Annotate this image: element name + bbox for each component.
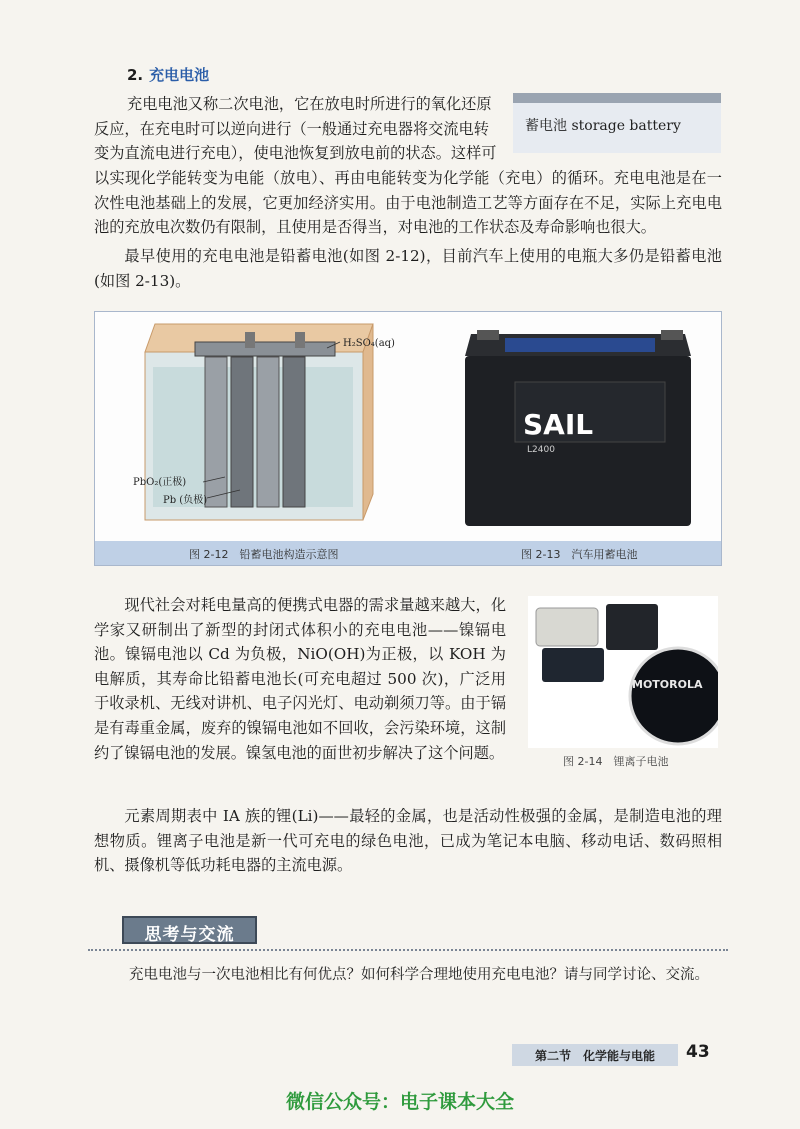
car-battery-terminal-left — [477, 330, 499, 340]
brand-logo: SAIL — [523, 408, 594, 441]
think-title: 思考与交流 — [144, 925, 235, 945]
section-heading — [127, 64, 209, 85]
plate-3 — [257, 357, 279, 507]
plate-1 — [205, 357, 227, 507]
fig-2-13-caption: 图 2-13 汽车用蓄电池 — [521, 548, 638, 561]
plate-2 — [231, 357, 253, 507]
label-pbo2: PbO₂(正极) — [133, 477, 187, 488]
think-discuss-heading — [122, 916, 257, 944]
battery-illustrations — [95, 312, 721, 542]
lithium-battery-photo — [528, 596, 718, 748]
battery-model: L2400 — [527, 445, 555, 455]
terminal-1 — [245, 332, 255, 348]
magnifier-circle — [630, 648, 718, 744]
figure-caption-bar — [95, 541, 721, 565]
car-battery-terminal-right — [661, 330, 683, 340]
chapter-title: 第二节 化学能与电能 — [534, 1049, 655, 1063]
paragraph-1-head — [94, 92, 505, 166]
paragraph-1-rest: 以实现化学能转变为电能（放电）、再由电能转变为化学能（充电）的循环。充电电池是在一次性电池基础上的发展，它更加经济实用。由于电池制造工艺等方面存在不足，实际上充电电池的充放电次数仍有限制，且使用是否得当，对电池的工作状态及寿命影响也很大。 — [94, 169, 722, 237]
car-battery-indicator — [505, 338, 655, 352]
chapter-tab — [512, 1044, 678, 1066]
section-number: 2. — [127, 66, 144, 84]
p1-line-1: 充电电池又称二次电池，它在放电时所进行的氧化还原 — [127, 95, 492, 113]
fig-2-12-caption: 图 2-12 铅蓄电池构造示意图 — [189, 548, 339, 561]
term-text: 蓄电池 storage battery — [525, 118, 681, 134]
term-sidebar — [513, 93, 721, 153]
discussion-question: 充电电池与一次电池相比有何优点？如何科学合理地使用充电电池？请与同学讨论、交流。 — [129, 967, 709, 983]
paragraph-2: 最早使用的充电电池是铅蓄电池(如图 2-12)，目前汽车上使用的电瓶大多仍是铅蓄电池(如图 2-13)。 — [94, 247, 722, 290]
plate-4 — [283, 357, 305, 507]
label-pb: Pb (负极) — [163, 495, 208, 506]
phone-brand: MOTOROLA — [632, 678, 703, 691]
top-bar — [195, 342, 335, 356]
fig-2-14-caption: 图 2-14 锂离子电池 — [563, 755, 669, 768]
p1-line-3: 变为直流电进行充电），使电池恢复到放电前的状态。这样可 — [94, 144, 497, 163]
battery-pack-2 — [542, 648, 604, 682]
page-number: 43 — [686, 1042, 710, 1062]
label-h2so4: H₂SO₄(aq) — [343, 338, 395, 349]
term-sidebar-bar — [513, 93, 721, 103]
section-title: 充电电池 — [149, 66, 210, 84]
terminal-2 — [295, 332, 305, 348]
paragraph-4: 元素周期表中 IA 族的锂(Li)——最轻的金属，也是活动性极强的金属，是制造电池的理想物质。锂离子电池是新一代可充电的绿色电池，已成为笔记本电脑、移动电话、数码照相机、摄像机等低功耗电器的主流电源。 — [94, 807, 722, 875]
lead-acid-diagram — [145, 324, 373, 520]
battery-pack-3 — [606, 604, 658, 650]
figure-panel-batteries — [94, 311, 722, 566]
battery-pack-1 — [536, 608, 598, 646]
case-side — [363, 324, 373, 520]
dotted-divider — [88, 949, 728, 951]
paragraph-3: 现代社会对耗电量高的便携式电器的需求量越来越大，化学家又研制出了新型的封闭式体积小的充电电池——镍镉电池。镍镉电池以 Cd 为负极，NiO(OH)为正极，以 KOH 为电解质，其寿命比铅蓄电池长(可充电超过 500 次)，广泛用于收录机、无线对讲机、电子闪光灯、电动剃须刀等。由于镉是有毒重金属，废弃的镍镉电池如不回收，会污染环境，这制约了镍镉电池的发展。镍氢电池的面世初步解决了这个问题。 — [94, 596, 506, 762]
watermark: 微信公众号：电子课本大全 — [285, 1091, 514, 1113]
lithium-battery-illustration — [528, 596, 718, 748]
p1-line-2: 反应，在充电时可以逆向进行（一般通过充电器将交流电转 — [94, 119, 489, 138]
